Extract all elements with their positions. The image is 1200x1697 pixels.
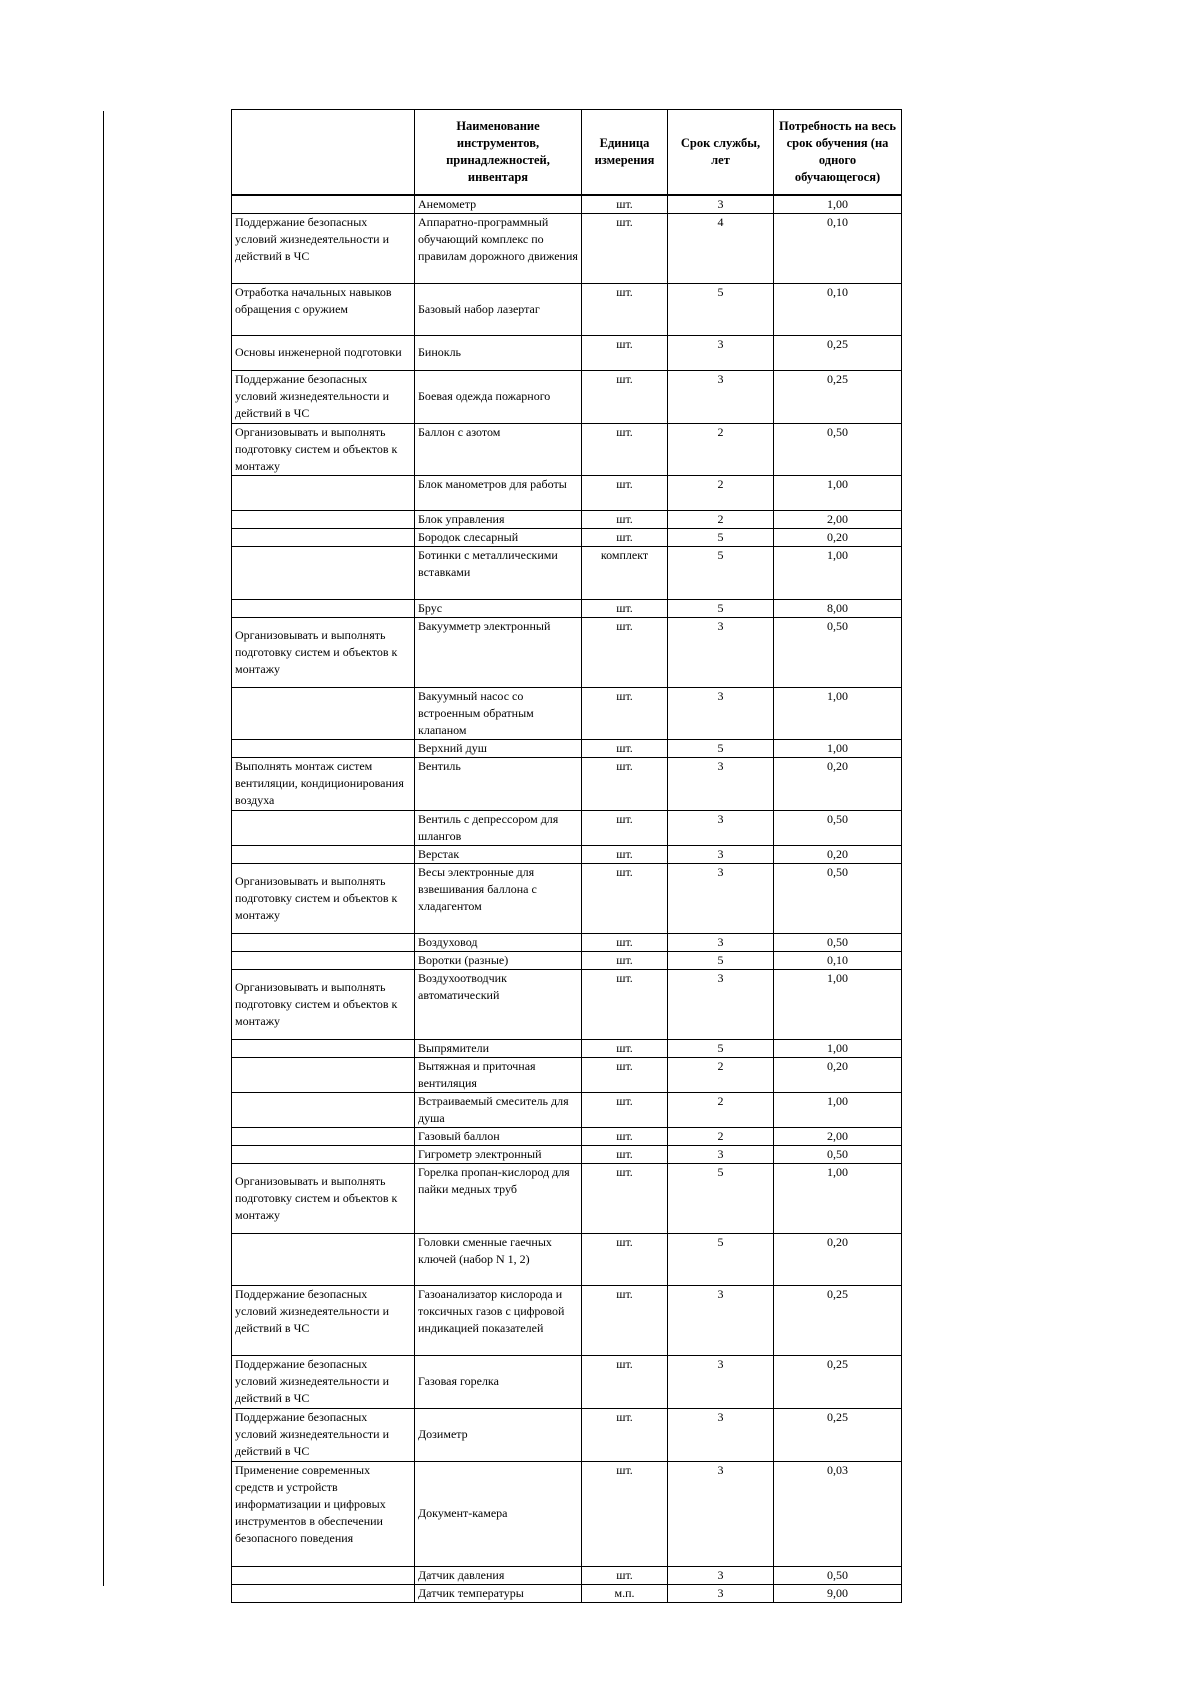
cell-activity: [232, 1039, 415, 1057]
cell-unit: шт.: [582, 1233, 668, 1285]
cell-life: 3: [668, 757, 774, 810]
cell-life: 3: [668, 1408, 774, 1461]
table-row: [232, 423, 902, 475]
table-row: [232, 933, 902, 951]
cell-name: Брус: [415, 599, 582, 617]
cell-name: Газовая горелка: [415, 1355, 582, 1408]
cell-name: Вакуумный насос со встроенным обратным клапаном: [415, 687, 582, 739]
cell-name: Воздуховод: [415, 933, 582, 951]
cell-activity: Поддержание безопасных условий жизнедеятельности и действий в ЧС: [232, 370, 415, 423]
cell-need: 1,00: [774, 546, 902, 599]
cell-life: 5: [668, 951, 774, 969]
cell-unit: шт.: [582, 510, 668, 528]
cell-name: Аппаратно-программный обучающий комплекс по правилам дорожного движения: [415, 213, 582, 283]
table-row: [232, 1145, 902, 1163]
cell-life: 3: [668, 1461, 774, 1566]
cell-activity: Организовывать и выполнять подготовку систем и объектов к монтажу: [232, 423, 415, 475]
cell-need: 1,00: [774, 739, 902, 757]
header-unit: Единица измерения: [582, 110, 668, 195]
cell-need: 0,10: [774, 283, 902, 335]
cell-activity: [232, 1127, 415, 1145]
cell-unit: шт.: [582, 845, 668, 863]
cell-unit: шт.: [582, 1355, 668, 1408]
cell-unit: шт.: [582, 1163, 668, 1233]
cell-activity: Поддержание безопасных условий жизнедеятельности и действий в ЧС: [232, 213, 415, 283]
cell-unit: шт.: [582, 863, 668, 933]
cell-name: Газоанализатор кислорода и токсичных газов с цифровой индикацией показателей: [415, 1285, 582, 1355]
cell-name: Вакуумметр электронный: [415, 617, 582, 687]
table-row: [232, 739, 902, 757]
cell-unit: шт.: [582, 739, 668, 757]
cell-life: 2: [668, 475, 774, 510]
table-row: [232, 1285, 902, 1355]
cell-unit: шт.: [582, 475, 668, 510]
cell-name: Дозиметр: [415, 1408, 582, 1461]
table-row: [232, 1355, 902, 1408]
cell-unit: шт.: [582, 1039, 668, 1057]
cell-activity: [232, 195, 415, 214]
cell-activity: [232, 1233, 415, 1285]
cell-unit: шт.: [582, 335, 668, 370]
header-activity: [232, 110, 415, 195]
cell-unit: шт.: [582, 617, 668, 687]
cell-activity: [232, 1145, 415, 1163]
table-row: [232, 335, 902, 370]
cell-life: 5: [668, 283, 774, 335]
cell-life: 2: [668, 1127, 774, 1145]
cell-need: 0,25: [774, 1355, 902, 1408]
cell-name: Весы электронные для взвешивания баллона с хладагентом: [415, 863, 582, 933]
cell-activity: [232, 810, 415, 845]
cell-unit: шт.: [582, 195, 668, 214]
cell-activity: Применение современных средств и устройств информатизации и цифровых инструментов в обеспечении безопасного поведения: [232, 1461, 415, 1566]
table-row: [232, 528, 902, 546]
cell-name: Вентиль: [415, 757, 582, 810]
cell-life: 5: [668, 1163, 774, 1233]
cell-unit: шт.: [582, 213, 668, 283]
cell-life: 3: [668, 687, 774, 739]
cell-life: 3: [668, 1145, 774, 1163]
cell-need: 2,00: [774, 1127, 902, 1145]
cell-life: 3: [668, 845, 774, 863]
cell-unit: шт.: [582, 1145, 668, 1163]
cell-unit: шт.: [582, 969, 668, 1039]
cell-unit: шт.: [582, 1408, 668, 1461]
table-row: [232, 845, 902, 863]
cell-need: 0,20: [774, 757, 902, 810]
cell-activity: Основы инженерной подготовки: [232, 335, 415, 370]
cell-life: 5: [668, 599, 774, 617]
cell-activity: Организовывать и выполнять подготовку систем и объектов к монтажу: [232, 863, 415, 933]
cell-activity: [232, 510, 415, 528]
cell-life: 3: [668, 370, 774, 423]
cell-name: Документ-камера: [415, 1461, 582, 1566]
cell-unit: шт.: [582, 1057, 668, 1092]
cell-unit: шт.: [582, 1285, 668, 1355]
cell-name: Воздухоотводчик автоматический: [415, 969, 582, 1039]
table-row: [232, 951, 902, 969]
cell-activity: Поддержание безопасных условий жизнедеятельности и действий в ЧС: [232, 1408, 415, 1461]
cell-life: 3: [668, 933, 774, 951]
cell-activity: Организовывать и выполнять подготовку систем и объектов к монтажу: [232, 969, 415, 1039]
table-row: [232, 969, 902, 1039]
table-row: [232, 1461, 902, 1566]
cell-need: 1,00: [774, 1163, 902, 1233]
cell-life: 3: [668, 1566, 774, 1584]
cell-life: 2: [668, 1057, 774, 1092]
cell-name: Бородок слесарный: [415, 528, 582, 546]
cell-activity: [232, 1057, 415, 1092]
cell-need: 0,20: [774, 845, 902, 863]
cell-life: 3: [668, 810, 774, 845]
cell-activity: [232, 599, 415, 617]
cell-need: 1,00: [774, 687, 902, 739]
cell-name: Воротки (разные): [415, 951, 582, 969]
cell-activity: [232, 951, 415, 969]
table-row: [232, 510, 902, 528]
table-row: [232, 863, 902, 933]
table-row: [232, 546, 902, 599]
cell-activity: [232, 1584, 415, 1602]
cell-unit: шт.: [582, 757, 668, 810]
cell-life: 5: [668, 1233, 774, 1285]
cell-unit: шт.: [582, 283, 668, 335]
cell-need: 0,10: [774, 213, 902, 283]
cell-need: 8,00: [774, 599, 902, 617]
cell-need: 0,20: [774, 528, 902, 546]
page-margin-rule: [103, 111, 104, 1586]
cell-activity: [232, 1566, 415, 1584]
cell-name: Газовый баллон: [415, 1127, 582, 1145]
cell-unit: шт.: [582, 1092, 668, 1127]
cell-need: 0,50: [774, 1145, 902, 1163]
cell-life: 2: [668, 1092, 774, 1127]
cell-need: 1,00: [774, 195, 902, 214]
table-row: [232, 617, 902, 687]
cell-unit: комплект: [582, 546, 668, 599]
cell-unit: шт.: [582, 423, 668, 475]
cell-unit: шт.: [582, 1566, 668, 1584]
table-row: [232, 370, 902, 423]
cell-need: 1,00: [774, 1039, 902, 1057]
cell-unit: м.п.: [582, 1584, 668, 1602]
cell-need: 0,25: [774, 370, 902, 423]
cell-name: Блок управления: [415, 510, 582, 528]
cell-unit: шт.: [582, 370, 668, 423]
cell-activity: [232, 528, 415, 546]
cell-name: Боевая одежда пожарного: [415, 370, 582, 423]
cell-life: 3: [668, 1355, 774, 1408]
cell-life: 3: [668, 969, 774, 1039]
cell-need: 1,00: [774, 969, 902, 1039]
cell-name: Базовый набор лазертаг: [415, 283, 582, 335]
cell-activity: Организовывать и выполнять подготовку систем и объектов к монтажу: [232, 617, 415, 687]
cell-need: 0,20: [774, 1057, 902, 1092]
table-row: [232, 599, 902, 617]
table-row: [232, 283, 902, 335]
table-row: [232, 1057, 902, 1092]
cell-life: 5: [668, 739, 774, 757]
cell-name: Встраиваемый смеситель для душа: [415, 1092, 582, 1127]
cell-unit: шт.: [582, 1461, 668, 1566]
cell-name: Горелка пропан-кислород для пайки медных труб: [415, 1163, 582, 1233]
cell-need: 0,50: [774, 810, 902, 845]
table-row: [232, 757, 902, 810]
cell-name: Блок манометров для работы: [415, 475, 582, 510]
cell-activity: [232, 546, 415, 599]
cell-name: Ботинки с металлическими вставками: [415, 546, 582, 599]
inventory-table: [231, 109, 902, 1603]
table-header-row: [232, 110, 902, 195]
cell-need: 0,25: [774, 335, 902, 370]
table-row: [232, 475, 902, 510]
table-body: [232, 195, 902, 1603]
table-row: [232, 1163, 902, 1233]
cell-activity: Выполнять монтаж систем вентиляции, кондиционирования воздуха: [232, 757, 415, 810]
cell-activity: [232, 739, 415, 757]
cell-life: 5: [668, 528, 774, 546]
cell-unit: шт.: [582, 599, 668, 617]
cell-life: 5: [668, 546, 774, 599]
cell-activity: Поддержание безопасных условий жизнедеятельности и действий в ЧС: [232, 1285, 415, 1355]
cell-need: 0,03: [774, 1461, 902, 1566]
cell-name: Верхний душ: [415, 739, 582, 757]
cell-activity: Поддержание безопасных условий жизнедеятельности и действий в ЧС: [232, 1355, 415, 1408]
cell-unit: шт.: [582, 528, 668, 546]
cell-activity: Организовывать и выполнять подготовку систем и объектов к монтажу: [232, 1163, 415, 1233]
cell-name: Датчик температуры: [415, 1584, 582, 1602]
cell-need: 0,50: [774, 423, 902, 475]
cell-name: Выпрямители: [415, 1039, 582, 1057]
cell-name: Верстак: [415, 845, 582, 863]
cell-unit: шт.: [582, 933, 668, 951]
cell-name: Головки сменные гаечных ключей (набор N 1, 2): [415, 1233, 582, 1285]
header-need: Потребность на весь срок обучения (на одного обучающегося): [774, 110, 902, 195]
cell-name: Вентиль с депрессором для шлангов: [415, 810, 582, 845]
cell-life: 3: [668, 617, 774, 687]
cell-activity: [232, 1092, 415, 1127]
cell-need: 0,25: [774, 1285, 902, 1355]
table-row: [232, 1566, 902, 1584]
table-row: [232, 1127, 902, 1145]
cell-unit: шт.: [582, 687, 668, 739]
cell-name: Вытяжная и приточная вентиляция: [415, 1057, 582, 1092]
cell-life: 5: [668, 1039, 774, 1057]
cell-need: 0,20: [774, 1233, 902, 1285]
cell-need: 0,10: [774, 951, 902, 969]
table-row: [232, 195, 902, 214]
cell-life: 4: [668, 213, 774, 283]
cell-name: Гигрометр электронный: [415, 1145, 582, 1163]
cell-name: Датчик давления: [415, 1566, 582, 1584]
table-row: [232, 687, 902, 739]
cell-activity: [232, 687, 415, 739]
cell-activity: Отработка начальных навыков обращения с оружием: [232, 283, 415, 335]
cell-need: 0,50: [774, 1566, 902, 1584]
cell-need: 0,25: [774, 1408, 902, 1461]
cell-name: Бинокль: [415, 335, 582, 370]
cell-name: Баллон с азотом: [415, 423, 582, 475]
table-row: [232, 810, 902, 845]
cell-need: 0,50: [774, 863, 902, 933]
cell-life: 3: [668, 1285, 774, 1355]
table-row: [232, 1039, 902, 1057]
cell-activity: [232, 933, 415, 951]
cell-need: 9,00: [774, 1584, 902, 1602]
cell-life: 3: [668, 195, 774, 214]
cell-activity: [232, 475, 415, 510]
cell-need: 0,50: [774, 933, 902, 951]
cell-life: 3: [668, 335, 774, 370]
cell-life: 2: [668, 423, 774, 475]
cell-life: 3: [668, 1584, 774, 1602]
table-row: [232, 1092, 902, 1127]
table-row: [232, 1233, 902, 1285]
cell-unit: шт.: [582, 810, 668, 845]
table-row: [232, 213, 902, 283]
cell-need: 0,50: [774, 617, 902, 687]
header-name: Наименование инструментов, принадлежностей, инвентаря: [415, 110, 582, 195]
cell-unit: шт.: [582, 1127, 668, 1145]
header-life: Срок службы, лет: [668, 110, 774, 195]
cell-unit: шт.: [582, 951, 668, 969]
cell-need: 1,00: [774, 1092, 902, 1127]
cell-need: 1,00: [774, 475, 902, 510]
cell-need: 2,00: [774, 510, 902, 528]
cell-name: Анемометр: [415, 195, 582, 214]
cell-activity: [232, 845, 415, 863]
table-row: [232, 1408, 902, 1461]
table-row: [232, 1584, 902, 1602]
cell-life: 2: [668, 510, 774, 528]
cell-life: 3: [668, 863, 774, 933]
